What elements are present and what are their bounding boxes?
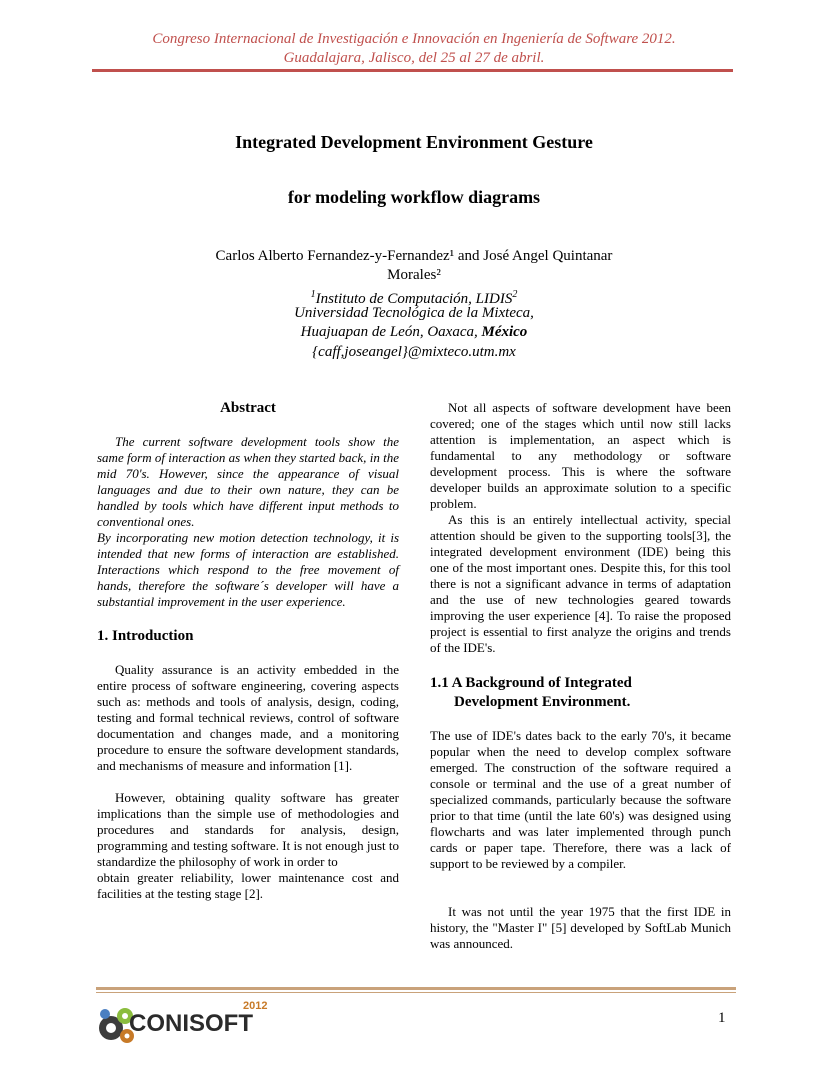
right-paragraph-1: Not all aspects of software development have been covered; one of the stages which until now still lacks attention is implementation, an aspect which is fundamental to any methodology or software development process. This is where the software developer builds an approximate solution to a specific problem. [430,400,731,511]
affiliation-sup2: 2 [512,289,518,300]
left-column [97,400,399,902]
location [0,323,828,342]
intro-paragraph-2a: However, obtaining quality software has greater implications than the simple use of methodologies and procedures and standards for analysis, design, programming and testing software. It is not enough just to standardize the philosophy of work in order to [97,790,399,869]
city: Huajuapan de León, Oaxaca, [300,324,478,340]
authors-line2: Morales² [387,267,441,283]
authors-line1: Carlos Alberto Fernandez-y-Fernandez¹ and José Angel Quintanar [215,248,613,264]
intro-paragraph-1: Quality assurance is an activity embedded in the entire process of software engineering, covering aspects such as: methods and tools of analysis, design, coding, testing and formal technical reviews, control of software documentation and changes made, and a monitoring procedure to ensure the software development standards, and mechanisms of measure and information [1]. [97,662,399,773]
right-column [430,400,731,952]
right-paragraph-4: It was not until the year 1975 that the first IDE in history, the "Master I" [5] developed by SoftLab Munich was announced. [430,904,731,951]
section-1-1-heading [430,674,731,712]
footer-rule-thin [96,992,736,993]
page-number: 1 [718,1010,726,1026]
conference-header-line2: Guadalajara, Jalisco, del 25 al 27 de abril. [283,50,545,66]
header-rule [92,69,733,72]
logo-text: CONISOFT [129,1010,253,1037]
paper-title-line2: for modeling workflow diagrams [287,187,541,207]
conference-header-line1: Congreso Internacional de Investigación e Innovación en Ingeniería de Software 2012. [152,31,676,47]
affiliation-name: Instituto de Computación, LIDIS [315,291,513,307]
abstract-heading: Abstract [220,400,276,416]
conisoft-logo [97,1000,277,1050]
intro-paragraph-2b: obtain greater reliability, lower maintenance cost and facilities at the testing stage [2]. [97,870,399,901]
right-paragraph-3: The use of IDE's dates back to the early 70's, it became popular when the need to develop complex software emerged. The construction of the software required a console or terminal and the use of a great number of specialized commands, particularly because the software prior to that time (until the late 60's) was designed using flowcharts and was later implemented through punch cards or paper tape. Therefore, there was a lack of support to be reviewed by a compiler. [430,728,731,871]
paper-title-line1: Integrated Development Environment Gesture [235,132,593,152]
affiliation-sup1: 1 [310,289,316,300]
logo-year: 2012 [243,1000,268,1012]
introduction-heading: 1. Introduction [97,628,194,644]
email: {caff,joseangel}@mixteco.utm.mx [312,344,516,360]
right-paragraph-2: As this is an entirely intellectual activity, special attention should be given to the supporting tools[3], the integrated development environment (IDE) being this one of the most important ones. Despite this, for this tool there is not a significant advance in terms of adaptation and the use of new technologies geared towards improving the user experience [4]. To raise the proposed project is essential to first analyze the origins and trends of the IDE's. [430,512,731,655]
section-1-1-heading-line1: 1.1 A Background of Integrated [430,675,632,691]
country: México [481,324,528,340]
footer-rule [96,987,736,990]
section-1-1-heading-line2: Development Environment. [454,694,631,710]
abstract-paragraph-2: By incorporating new motion detection technology, it is intended that new forms of interaction are established. Interactions which respond to the free movement of hands, therefore the software´s developer will have a substantial improvement in the user experience. [97,530,399,609]
university: Universidad Tecnológica de la Mixteca, [294,305,534,321]
abstract-paragraph-1: The current software development tools show the same form of interaction as when they started back, in the mid 70's. However, since the appearance of visual languages and due to their own nature, they can be handled by tools which have different input methods to conventional ones. [97,434,399,529]
